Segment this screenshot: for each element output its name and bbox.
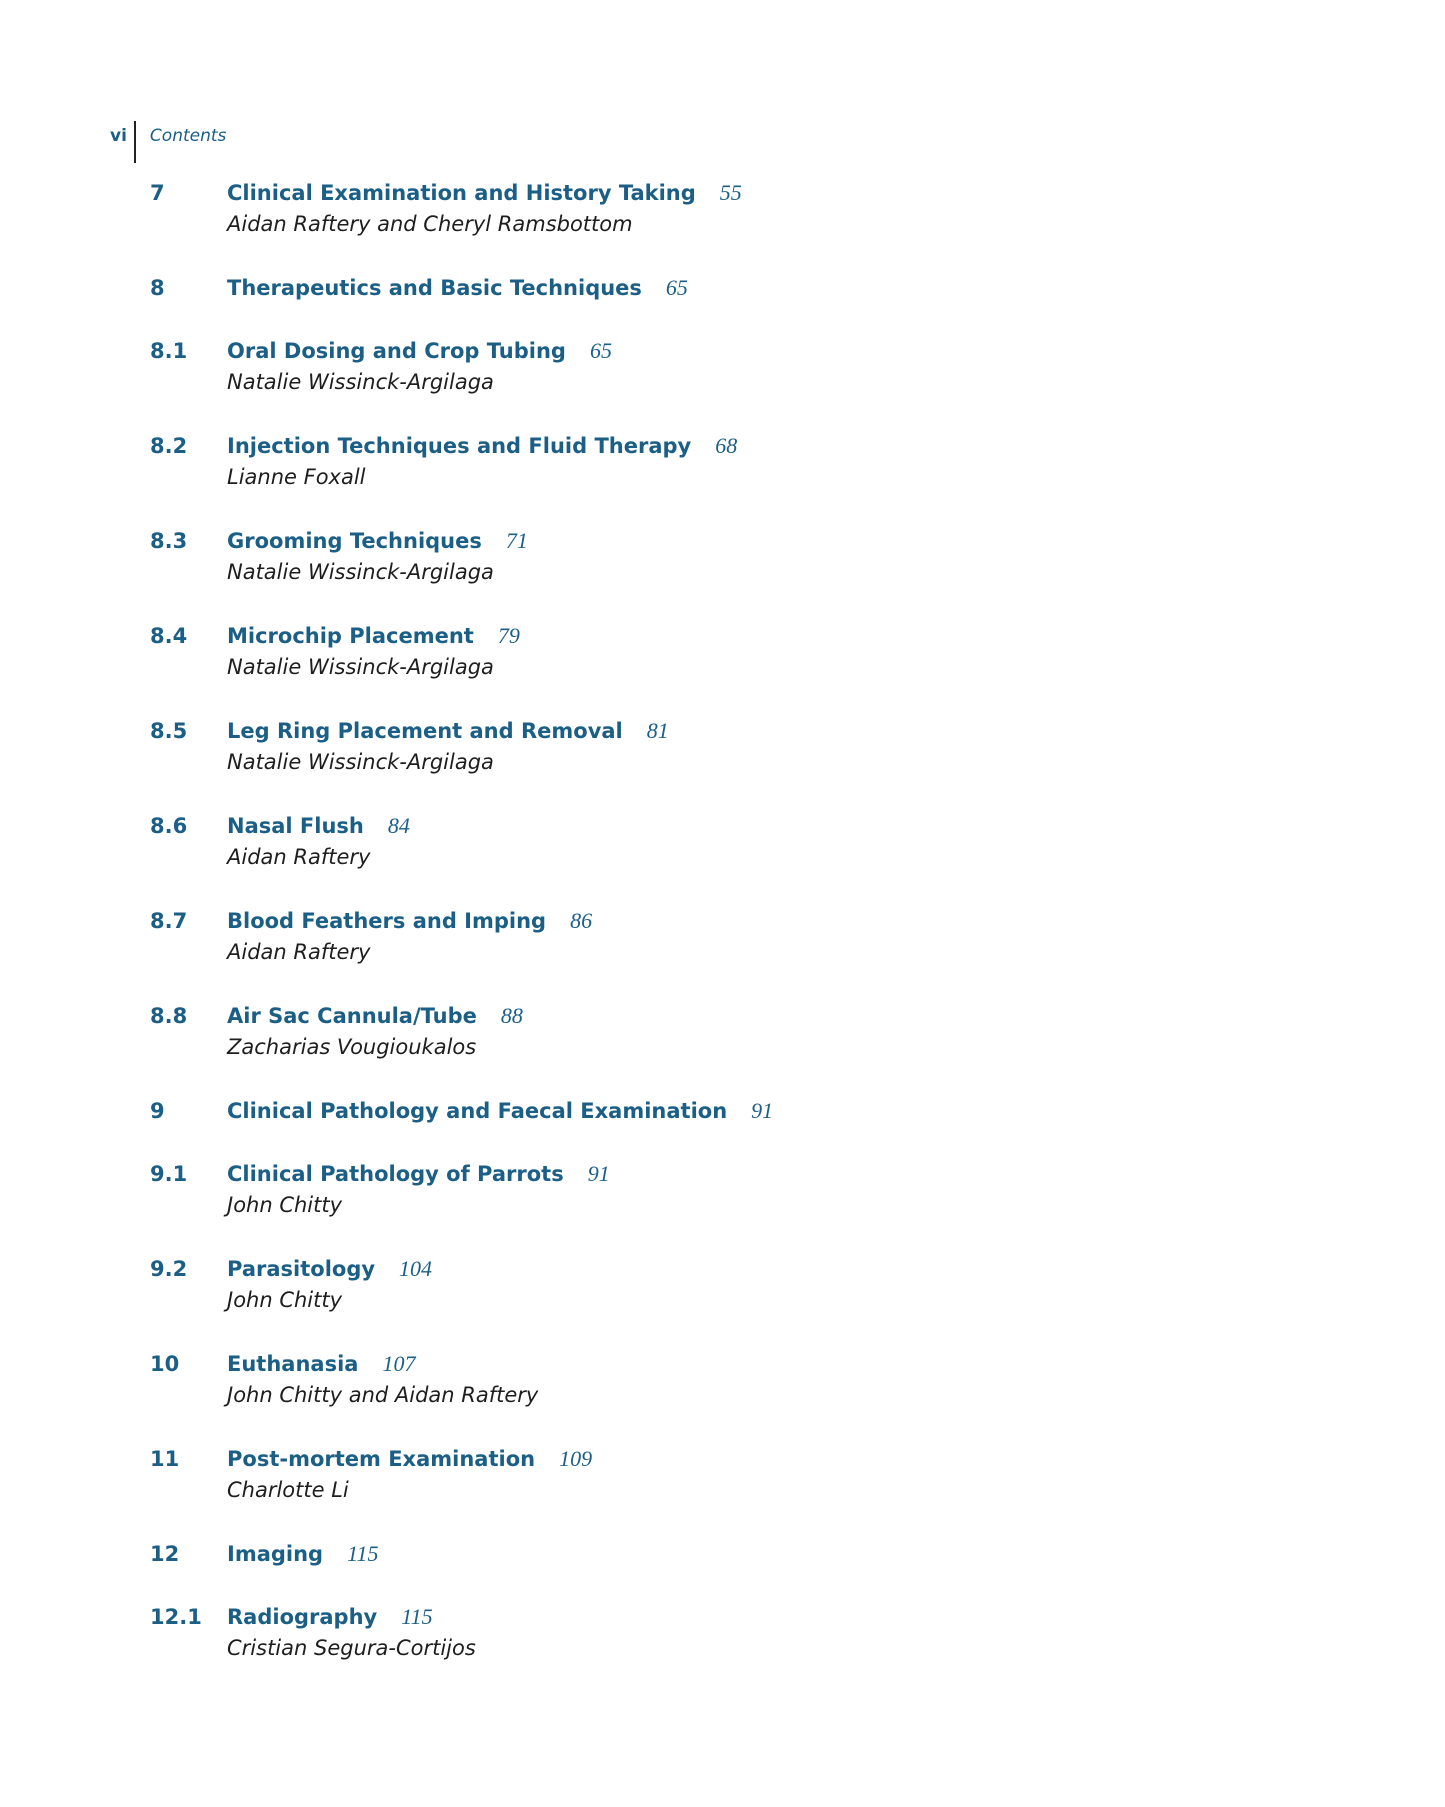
entry-page[interactable]: 65 bbox=[665, 275, 688, 300]
entry-number: 8.4 bbox=[150, 624, 188, 648]
entry-title[interactable]: Euthanasia bbox=[227, 1352, 359, 1376]
entry-title-line bbox=[227, 528, 528, 556]
entry-title-line bbox=[227, 1161, 610, 1189]
entry-page[interactable]: 115 bbox=[347, 1541, 379, 1566]
entry-title[interactable]: Leg Ring Placement and Removal bbox=[227, 719, 623, 743]
entry-author: John Chitty and Aidan Raftery bbox=[227, 1383, 539, 1407]
entry-title[interactable]: Clinical Pathology of Parrots bbox=[227, 1162, 564, 1186]
entry-title-line bbox=[227, 433, 737, 461]
entry-number: 11 bbox=[150, 1447, 180, 1471]
page-folio: vi bbox=[110, 126, 127, 146]
entry-page[interactable]: 81 bbox=[646, 718, 669, 743]
entry-author: Lianne Foxall bbox=[227, 465, 366, 489]
entry-title-line bbox=[227, 1604, 433, 1632]
entry-page[interactable]: 109 bbox=[559, 1446, 593, 1471]
entry-title[interactable]: Air Sac Cannula/Tube bbox=[227, 1004, 477, 1028]
entry-title[interactable]: Radiography bbox=[227, 1605, 378, 1629]
entry-number: 8.3 bbox=[150, 529, 188, 553]
entry-author: Natalie Wissinck-Argilaga bbox=[227, 750, 494, 774]
entry-author: Zacharias Vougioukalos bbox=[227, 1035, 477, 1059]
entry-title-line bbox=[227, 908, 592, 936]
entry-page[interactable]: 104 bbox=[399, 1256, 433, 1281]
entry-number: 9 bbox=[150, 1099, 165, 1123]
entry-page[interactable]: 65 bbox=[589, 338, 612, 363]
entry-number: 8.6 bbox=[150, 814, 188, 838]
entry-page[interactable]: 107 bbox=[382, 1351, 416, 1376]
entry-page[interactable]: 115 bbox=[401, 1604, 433, 1629]
entry-number: 12 bbox=[150, 1542, 180, 1566]
entry-title-line bbox=[227, 623, 520, 651]
entry-number: 9.1 bbox=[150, 1162, 188, 1186]
entry-author: Natalie Wissinck-Argilaga bbox=[227, 370, 494, 394]
entry-number: 12.1 bbox=[150, 1605, 202, 1629]
entry-number: 8.2 bbox=[150, 434, 188, 458]
entry-author: Cristian Segura-Cortijos bbox=[227, 1636, 476, 1660]
entry-number: 9.2 bbox=[150, 1257, 188, 1281]
entry-title-line bbox=[227, 1541, 378, 1569]
entry-title-line bbox=[227, 1098, 773, 1126]
entry-number: 8.5 bbox=[150, 719, 188, 743]
entry-title[interactable]: Post-mortem Examination bbox=[227, 1447, 536, 1471]
entry-author: John Chitty bbox=[227, 1288, 343, 1312]
entry-page[interactable]: 91 bbox=[751, 1098, 774, 1123]
entry-number: 8 bbox=[150, 276, 165, 300]
entry-title-line bbox=[227, 1446, 592, 1474]
entry-page[interactable]: 71 bbox=[505, 528, 528, 553]
entry-page[interactable]: 55 bbox=[719, 180, 742, 205]
entry-title[interactable]: Parasitology bbox=[227, 1257, 376, 1281]
entry-author: Aidan Raftery bbox=[227, 940, 371, 964]
entry-number: 8.1 bbox=[150, 339, 188, 363]
entry-title[interactable]: Grooming Techniques bbox=[227, 529, 482, 553]
running-head bbox=[110, 121, 226, 163]
entry-title-line bbox=[227, 718, 669, 746]
entry-author: Natalie Wissinck-Argilaga bbox=[227, 560, 494, 584]
entry-title[interactable]: Imaging bbox=[227, 1542, 324, 1566]
entry-title-line bbox=[227, 338, 612, 366]
entry-title[interactable]: Clinical Examination and History Taking bbox=[227, 181, 696, 205]
entry-page[interactable]: 68 bbox=[715, 433, 738, 458]
entry-number: 10 bbox=[150, 1352, 180, 1376]
entry-author: Aidan Raftery and Cheryl Ramsbottom bbox=[227, 212, 633, 236]
entry-title-line bbox=[227, 1256, 432, 1284]
running-head-title: Contents bbox=[149, 126, 227, 146]
entry-title-line bbox=[227, 1351, 415, 1379]
entry-page[interactable]: 88 bbox=[500, 1003, 523, 1028]
entry-author: Charlotte Li bbox=[227, 1478, 349, 1502]
entry-page[interactable]: 79 bbox=[497, 623, 520, 648]
entry-title-line bbox=[227, 275, 688, 303]
entry-author: Aidan Raftery bbox=[227, 845, 371, 869]
entry-title[interactable]: Nasal Flush bbox=[227, 814, 364, 838]
entry-number: 8.7 bbox=[150, 909, 188, 933]
entry-title[interactable]: Therapeutics and Basic Techniques bbox=[227, 276, 642, 300]
entry-title[interactable]: Microchip Placement bbox=[227, 624, 474, 648]
entry-title-line bbox=[227, 813, 410, 841]
entry-title-line bbox=[227, 1003, 523, 1031]
entry-title[interactable]: Clinical Pathology and Faecal Examination bbox=[227, 1099, 728, 1123]
entry-title-line bbox=[227, 180, 742, 208]
entry-number: 8.8 bbox=[150, 1004, 188, 1028]
entry-author: Natalie Wissinck-Argilaga bbox=[227, 655, 494, 679]
entry-author: John Chitty bbox=[227, 1193, 343, 1217]
entry-title[interactable]: Oral Dosing and Crop Tubing bbox=[227, 339, 566, 363]
entry-page[interactable]: 91 bbox=[587, 1161, 610, 1186]
entry-page[interactable]: 84 bbox=[387, 813, 410, 838]
entry-title[interactable]: Injection Techniques and Fluid Therapy bbox=[227, 434, 692, 458]
entry-title[interactable]: Blood Feathers and Imping bbox=[227, 909, 547, 933]
entry-number: 7 bbox=[150, 181, 165, 205]
entry-page[interactable]: 86 bbox=[570, 908, 593, 933]
